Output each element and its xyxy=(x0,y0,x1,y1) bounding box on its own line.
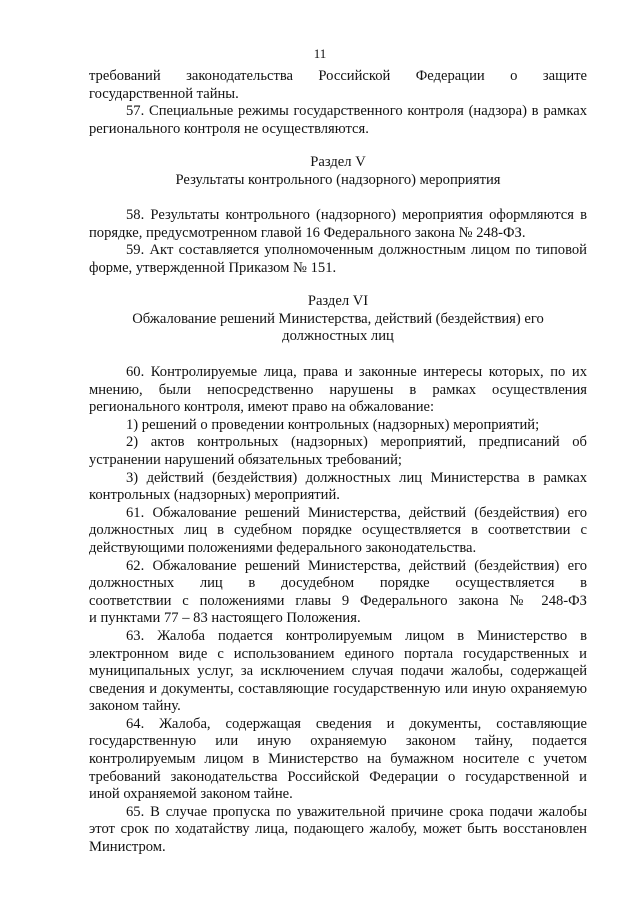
text-line: форме, утвержденной Приказом № 151. xyxy=(89,259,337,276)
text-line: государственной тайны. xyxy=(89,85,239,102)
text-line: сведения и документы, составляющие государственную или иную охраняемую xyxy=(89,680,587,697)
section-title: должностных лиц xyxy=(282,328,394,345)
text-line: действующими положениями федерального законодательства. xyxy=(89,539,477,556)
text-line: и пунктами 77 – 83 настоящего Положения. xyxy=(89,610,361,627)
text-line: этот срок по ходатайству лица, подающего жалобу, может быть восстановлен xyxy=(89,821,587,838)
text-line: 62. Обжалование решений Министерства, действий (бездействия) его xyxy=(126,557,587,574)
paragraph-continuation xyxy=(89,68,587,138)
section-v-heading xyxy=(89,154,587,189)
text-line: должностных лиц в досудебном порядке осуществляется в xyxy=(89,575,587,592)
page-number: 11 xyxy=(313,46,327,61)
text-line: 58. Результаты контрольного (надзорного) мероприятия оформляются в xyxy=(126,207,587,223)
text-line: 1) решений о проведении контрольных (надзорных) мероприятий; xyxy=(126,416,540,433)
section-number: Раздел VI xyxy=(307,293,369,309)
text-line: регионального контроля, имеют право на обжалование: xyxy=(89,399,435,416)
section-vi-heading xyxy=(89,293,587,346)
section-title: Обжалование решений Министерства, действий (бездействия) его xyxy=(132,310,544,327)
section-number: Раздел V xyxy=(310,154,366,170)
text-line: устранении нарушений обязательных требований; xyxy=(89,451,402,468)
text-line: 57. Специальные режимы государственного контроля (надзора) в рамках xyxy=(126,103,587,120)
text-line: 60. Контролируемые лица, права и законные интересы которых, по их xyxy=(126,364,587,380)
text-line: 65. В случае пропуска по уважительной причине срока подачи жалобы xyxy=(126,803,587,820)
text-line: Министром. xyxy=(89,839,166,856)
text-line: регионального контроля не осуществляются. xyxy=(89,120,369,137)
text-line: мнению, были непосредственно нарушены в рамках осуществления xyxy=(89,381,587,398)
section-title: Результаты контрольного (надзорного) мероприятия xyxy=(175,171,501,188)
text-line: требований законодательства Российской Федерации о защите xyxy=(89,68,587,84)
text-line: 63. Жалоба подается контролируемым лицом в Министерство в xyxy=(126,627,587,644)
text-line: 61. Обжалование решений Министерства, действий (бездействия) его xyxy=(126,504,587,521)
text-line: иной охраняемой законом тайне. xyxy=(89,786,293,803)
text-line: электронном виде с использованием единого портала государственных и xyxy=(89,645,587,662)
text-line: 59. Акт составляется уполномоченным должностным лицом по типовой xyxy=(126,242,587,259)
paragraphs-58-59 xyxy=(89,207,587,277)
text-line: порядке, предусмотренном главой 16 Федерального закона № 248-ФЗ. xyxy=(89,224,526,241)
text-line: контролируемым лицом в Министерство на бумажном носителе с учетом xyxy=(89,751,587,768)
text-line: должностных лиц в судебном порядке осуществляется в соответствии с xyxy=(89,522,587,539)
text-line: соответствии с положениями главы 9 Федерального закона № 248-ФЗ xyxy=(89,592,587,609)
text-line: государственную или иную охраняемую законом тайну, подается xyxy=(89,733,587,750)
text-line: законом тайну. xyxy=(89,698,181,715)
text-line: требований законодательства Российской Федерации о государственной и xyxy=(89,768,587,785)
text-line: 3) действий (бездействия) должностных лиц Министерства в рамках xyxy=(126,469,587,486)
text-line: муниципальных услуг, за исключением случая подачи жалобы, содержащей xyxy=(89,663,587,680)
paragraphs-60-65 xyxy=(89,364,587,857)
text-line: контрольных (надзорных) мероприятий. xyxy=(89,487,340,504)
text-line: 64. Жалоба, содержащая сведения и документы, составляющие xyxy=(126,715,587,732)
text-line: 2) актов контрольных (надзорных) мероприятий, предписаний об xyxy=(126,434,587,451)
